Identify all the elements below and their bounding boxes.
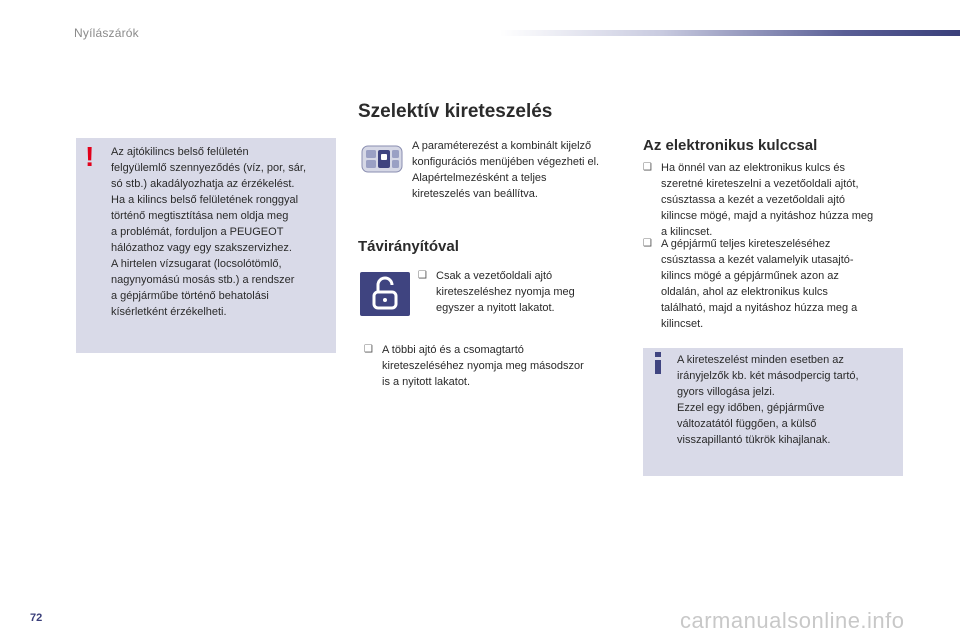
bullet-icon: ❑	[643, 238, 652, 249]
warning-text: Az ajtókilincs belső felületén felgyülemlő szennyeződés (víz, por, sár, só stb.) akadályozhatja az érzékelést. Ha a kilincs belső felületének ronggyal történő megtisztítása nem oldja meg a problémát, forduljon a PEUGEOT hálózathoz vagy egy szakszervizhez. A hirtelen vízsugarat (locsolótömlő, nagynyomású mosás stb.) a rendszer a gépjárműbe történő behatolási kísérletként érzékelheti.	[111, 146, 307, 318]
header-bar	[500, 30, 960, 36]
section-title: Szelektív kireteszelés	[358, 101, 553, 122]
info-icon	[652, 352, 664, 374]
electronic-key-title: Az elektronikus kulccsal	[643, 137, 818, 154]
page-number: 72	[30, 612, 43, 624]
bullet-icon: ❑	[418, 270, 427, 281]
key-item-1-text: Ha önnél van az elektronikus kulcs és szeretné kireteszelni a vezetőoldali ajtót, csúsztassa a kezét a vezetőoldali ajtó kilincse mögé, majd a nyitáshoz húzza meg a kilincset.	[661, 162, 874, 238]
open-padlock-icon	[360, 272, 410, 316]
watermark: carmanualsonline.info	[680, 608, 905, 633]
remote-item-2	[364, 342, 614, 390]
keypad-icon	[360, 140, 404, 178]
remote-item-2-text: A többi ajtó és a csomagtartó kireteszeléséhez nyomja meg másodszor is a nyitott lakatot.	[382, 344, 584, 388]
remote-item-1	[418, 268, 608, 316]
header-title: Nyílászárók	[74, 26, 139, 40]
key-item-2-text: A gépjármű teljes kireteszeléséhez csúsztassa a kezét valamelyik utasajtó- kilincs mögé a gépjárműnek azon az oldalán, ahol az elektronikus kulcs található, majd a nyitáshoz húzza meg a kilincset.	[661, 238, 858, 330]
intro-text: A paraméterezést a kombinált kijelző konfigurációs menüjében végezheti el. Alapértelmezésként a teljes kireteszelés van beállítva.	[412, 140, 600, 200]
warning-icon: !	[85, 141, 95, 172]
key-item-1	[643, 160, 908, 240]
key-item-2	[643, 236, 908, 332]
bullet-icon: ❑	[643, 162, 652, 173]
remote-title: Távirányítóval	[358, 238, 459, 255]
bullet-icon: ❑	[364, 344, 373, 355]
remote-item-1-text: Csak a vezetőoldali ajtó kireteszeléshez nyomja meg egyszer a nyitott lakatot.	[436, 270, 575, 314]
info-text: A kireteszelést minden esetben az irányjelzők kb. két másodpercig tartó, gyors villogása jelzi. Ezzel egy időben, gépjárműve változatától függően, a külső visszapillantó tükrök kihajlanak.	[677, 354, 859, 446]
